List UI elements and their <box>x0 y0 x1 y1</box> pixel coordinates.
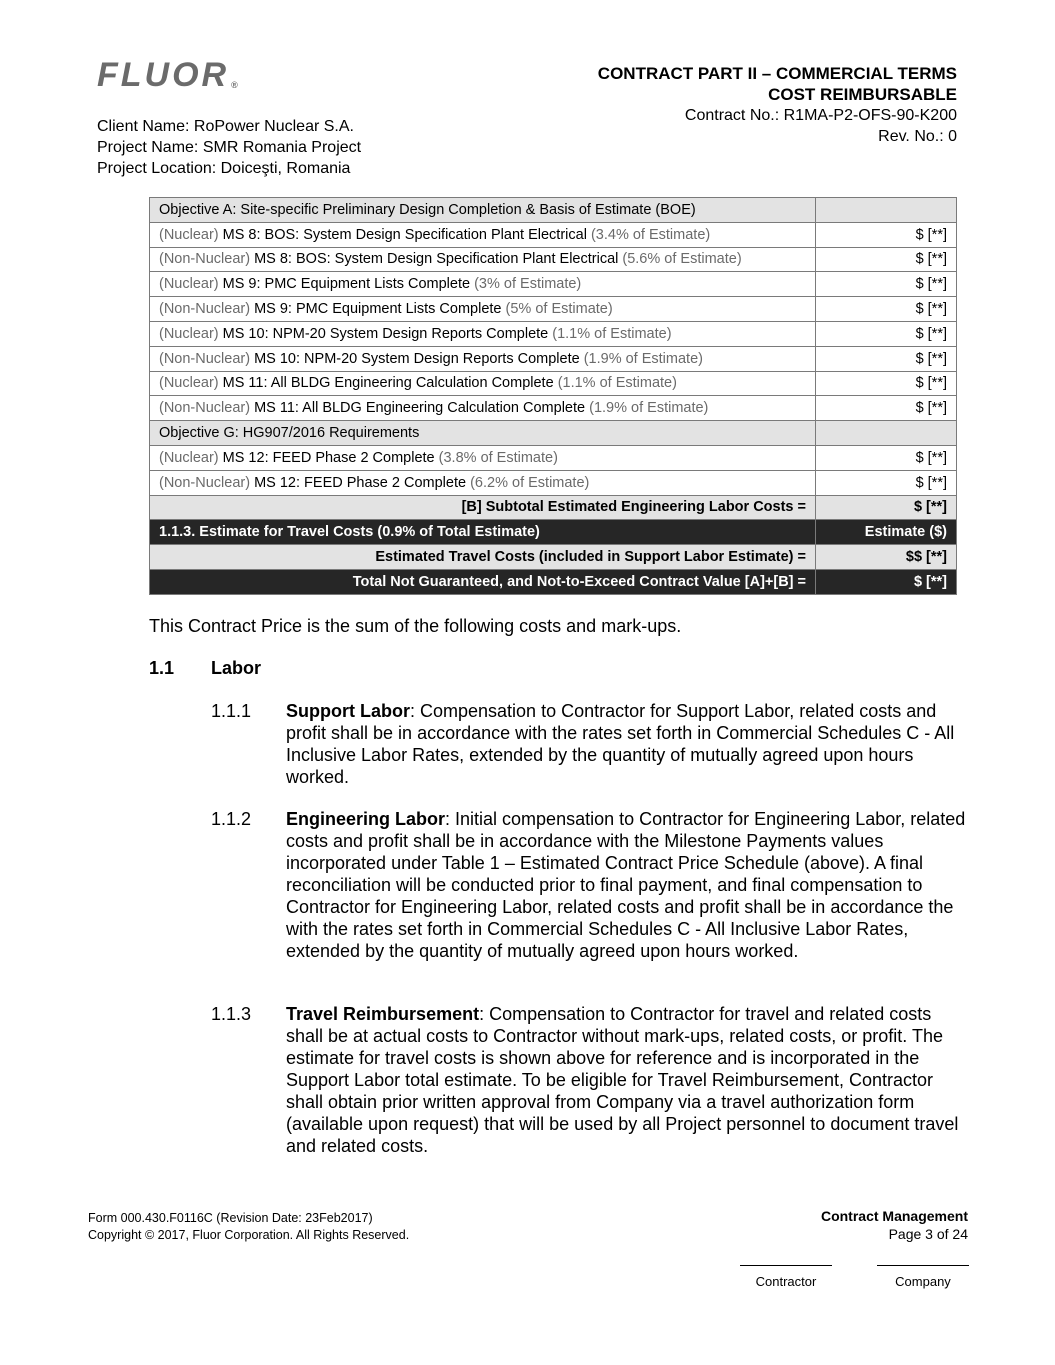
client-name: Client Name: RoPower Nuclear S.A. <box>97 118 354 135</box>
estimate-percent: (1.1% of Estimate) <box>557 375 677 392</box>
travel-heading-row-label: 1.1.3. Estimate for Travel Costs (0.9% of Total Estimate) <box>150 520 816 545</box>
table-row <box>150 445 957 470</box>
signature-company: Company <box>877 1265 969 1289</box>
milestone-text: MS 9: PMC Equipment Lists Complete <box>254 301 502 318</box>
milestone-text: MS 12: FEED Phase 2 Complete <box>222 449 435 466</box>
amount-cell: $ [**] <box>816 272 957 297</box>
estimate-percent: (3.8% of Estimate) <box>438 449 558 466</box>
milestone-cell <box>150 272 816 297</box>
amount-cell: $ [**] <box>816 222 957 247</box>
scope-prefix: (Non-Nuclear) <box>159 251 251 268</box>
subtotal-row-amount: $ [**] <box>816 495 957 520</box>
scope-prefix: (Nuclear) <box>159 325 219 342</box>
project-name: Project Name: SMR Romania Project <box>97 139 362 156</box>
registered-mark: ® <box>231 80 238 90</box>
page-number: Page 3 of 24 <box>888 1226 968 1242</box>
copyright: Copyright © 2017, Fluor Corporation. All Rights Reserved. <box>88 1228 410 1242</box>
milestone-text: MS 9: PMC Equipment Lists Complete <box>222 276 471 293</box>
total-row <box>150 569 957 594</box>
milestone-cell <box>150 222 816 247</box>
milestone-text: MS 11: All BLDG Engineering Calculation Complete <box>254 400 586 417</box>
paragraph-text: : Initial compensation to Contractor for Engineering Labor, related costs and profit shall be in accordance with the Milestone Payments values incorporated under Table 1 – Estimated Contract Price Schedule (above). A final reconciliation will be conducted prior to final payment, and final compensation to Contractor for Engineering Labor, related costs and profit shall be in accordance the with the rates set forth in Commercial Schedules C - All Inclusive Labor Rates, extended by the quantity of mutually agreed upon hours worked. <box>286 809 966 961</box>
amount-cell: $ [**] <box>816 445 957 470</box>
footer-right <box>821 1207 968 1243</box>
milestone-cell <box>150 321 816 346</box>
project-location: Project Location: Doiceşti, Romania <box>97 160 351 177</box>
milestone-text: MS 12: FEED Phase 2 Complete <box>254 474 467 491</box>
paragraph-text: : Compensation to Contractor for Support Labor, related costs and profit shall be in accordance with the rates set forth in Commercial Schedules C - All Inclusive Labor Rates, extended by the quantity of mutually agreed upon hours worked. <box>286 701 955 787</box>
estimate-percent: (3.4% of Estimate) <box>590 226 711 243</box>
amount-cell: $ [**] <box>816 346 957 371</box>
travel-estimate-row <box>150 545 957 570</box>
scope-prefix: (Non-Nuclear) <box>159 350 251 367</box>
table-row <box>150 247 957 272</box>
paragraph-engineering-labor <box>211 808 971 962</box>
table-row <box>150 272 957 297</box>
contract-price-table <box>149 197 957 595</box>
milestone-cell <box>150 470 816 495</box>
department: Contract Management <box>820 1208 968 1224</box>
travel-estimate-row-amount: $$ [**] <box>816 545 957 570</box>
amount-cell: $ [**] <box>816 396 957 421</box>
travel-estimate-row-label: Estimated Travel Costs (included in Support Labor Estimate) = <box>150 545 816 570</box>
amount-cell: $ [**] <box>816 297 957 322</box>
paragraph-term: Travel Reimbursement <box>286 1004 480 1024</box>
paragraph-term: Support Labor <box>286 701 410 721</box>
milestone-text: MS 10: NPM-20 System Design Reports Complete <box>254 350 580 367</box>
scope-prefix: (Nuclear) <box>159 276 219 293</box>
amount-cell: $ [**] <box>816 371 957 396</box>
paragraph-term: Engineering Labor <box>286 809 446 829</box>
milestone-cell <box>150 371 816 396</box>
subtotal-row-label: [B] Subtotal Estimated Engineering Labor Costs = <box>150 495 816 520</box>
paragraph-number: 1.1.3 <box>211 1004 252 1024</box>
milestone-cell <box>150 445 816 470</box>
signature-contractor: Contractor <box>740 1265 832 1289</box>
document-subtitle: COST REIMBURSABLE <box>768 85 957 104</box>
intro-text: This Contract Price is the sum of the following costs and mark-ups. <box>149 616 682 636</box>
subtotal-row <box>150 495 957 520</box>
table-row <box>150 297 957 322</box>
scope-prefix: (Non-Nuclear) <box>159 474 251 491</box>
amount-cell: $ [**] <box>816 321 957 346</box>
amount-cell: $ [**] <box>816 470 957 495</box>
estimate-percent: (1.1% of Estimate) <box>552 325 672 342</box>
scope-prefix: (Nuclear) <box>159 375 219 392</box>
project-info <box>97 116 361 179</box>
estimate-percent: (5.6% of Estimate) <box>622 251 742 268</box>
milestone-text: MS 11: All BLDG Engineering Calculation Complete <box>222 375 554 392</box>
table-row <box>150 222 957 247</box>
section-heading <box>149 658 261 679</box>
travel-heading-row-amount: Estimate ($) <box>816 520 957 545</box>
estimate-percent: (5% of Estimate) <box>505 301 613 318</box>
scope-prefix: (Non-Nuclear) <box>159 301 251 318</box>
milestone-text: MS 8: BOS: System Design Specification Plant Electrical <box>254 251 619 268</box>
estimate-percent: (1.9% of Estimate) <box>583 350 703 367</box>
milestone-cell <box>150 346 816 371</box>
paragraph-travel-reimbursement <box>211 1003 971 1157</box>
scope-prefix: (Nuclear) <box>159 226 219 243</box>
form-number: Form 000.430.F0116C (Revision Date: 23Feb2017) <box>88 1211 373 1225</box>
table-row <box>150 470 957 495</box>
objective-g-row-amount <box>816 421 957 446</box>
objective-g-row <box>150 421 957 446</box>
scope-prefix: (Non-Nuclear) <box>159 400 251 417</box>
paragraph-number: 1.1.1 <box>211 701 252 721</box>
milestone-cell <box>150 247 816 272</box>
objective-g-row-label: Objective G: HG907/2016 Requirements <box>150 421 816 446</box>
milestone-cell <box>150 396 816 421</box>
total-row-amount: $ [**] <box>816 569 957 594</box>
section-title: Labor <box>211 658 262 678</box>
travel-heading-row <box>150 520 957 545</box>
contract-number: Contract No.: R1MA-P2-OFS-90-K200 <box>684 107 957 124</box>
table-row <box>150 396 957 421</box>
milestone-cell <box>150 297 816 322</box>
section-number: 1.1 <box>149 658 175 678</box>
revision-number: Rev. No.: 0 <box>878 128 957 145</box>
fluor-logo: FLUOR ® <box>97 56 238 94</box>
footer-left <box>88 1210 409 1244</box>
objective-a-heading: Objective A: Site-specific Preliminary Design Completion & Basis of Estimate (BOE) <box>150 198 816 223</box>
estimate-percent: (1.9% of Estimate) <box>589 400 709 417</box>
paragraph-number: 1.1.2 <box>211 809 252 829</box>
table-row <box>150 321 957 346</box>
table-row <box>150 371 957 396</box>
total-row-label: Total Not Guaranteed, and Not-to-Exceed Contract Value [A]+[B] = <box>150 569 816 594</box>
table-row <box>150 346 957 371</box>
estimate-percent: (3% of Estimate) <box>474 276 582 293</box>
milestone-text: MS 10: NPM-20 System Design Reports Complete <box>222 325 549 342</box>
paragraph-text: : Compensation to Contractor for travel and related costs shall be at actual costs to Contractor without mark-ups, related costs, or profit. The estimate for travel costs is shown above for reference and is incorporated in the Support Labor total estimate. To be eligible for Travel Reimbursement, Contractor shall obtain prior written approval from Company via a travel authorization form (available upon request) that will be used by all Project personnel to document travel and related costs. <box>286 1004 959 1156</box>
amount-cell: $ [**] <box>816 247 957 272</box>
document-title: CONTRACT PART II – COMMERCIAL TERMS <box>597 64 957 83</box>
document-title-block <box>598 63 957 147</box>
milestone-text: MS 8: BOS: System Design Specification Plant Electrical <box>222 226 587 243</box>
scope-prefix: (Nuclear) <box>159 449 219 466</box>
paragraph-support-labor <box>211 700 971 788</box>
estimate-percent: (6.2% of Estimate) <box>470 474 590 491</box>
table-section-row <box>150 198 957 223</box>
